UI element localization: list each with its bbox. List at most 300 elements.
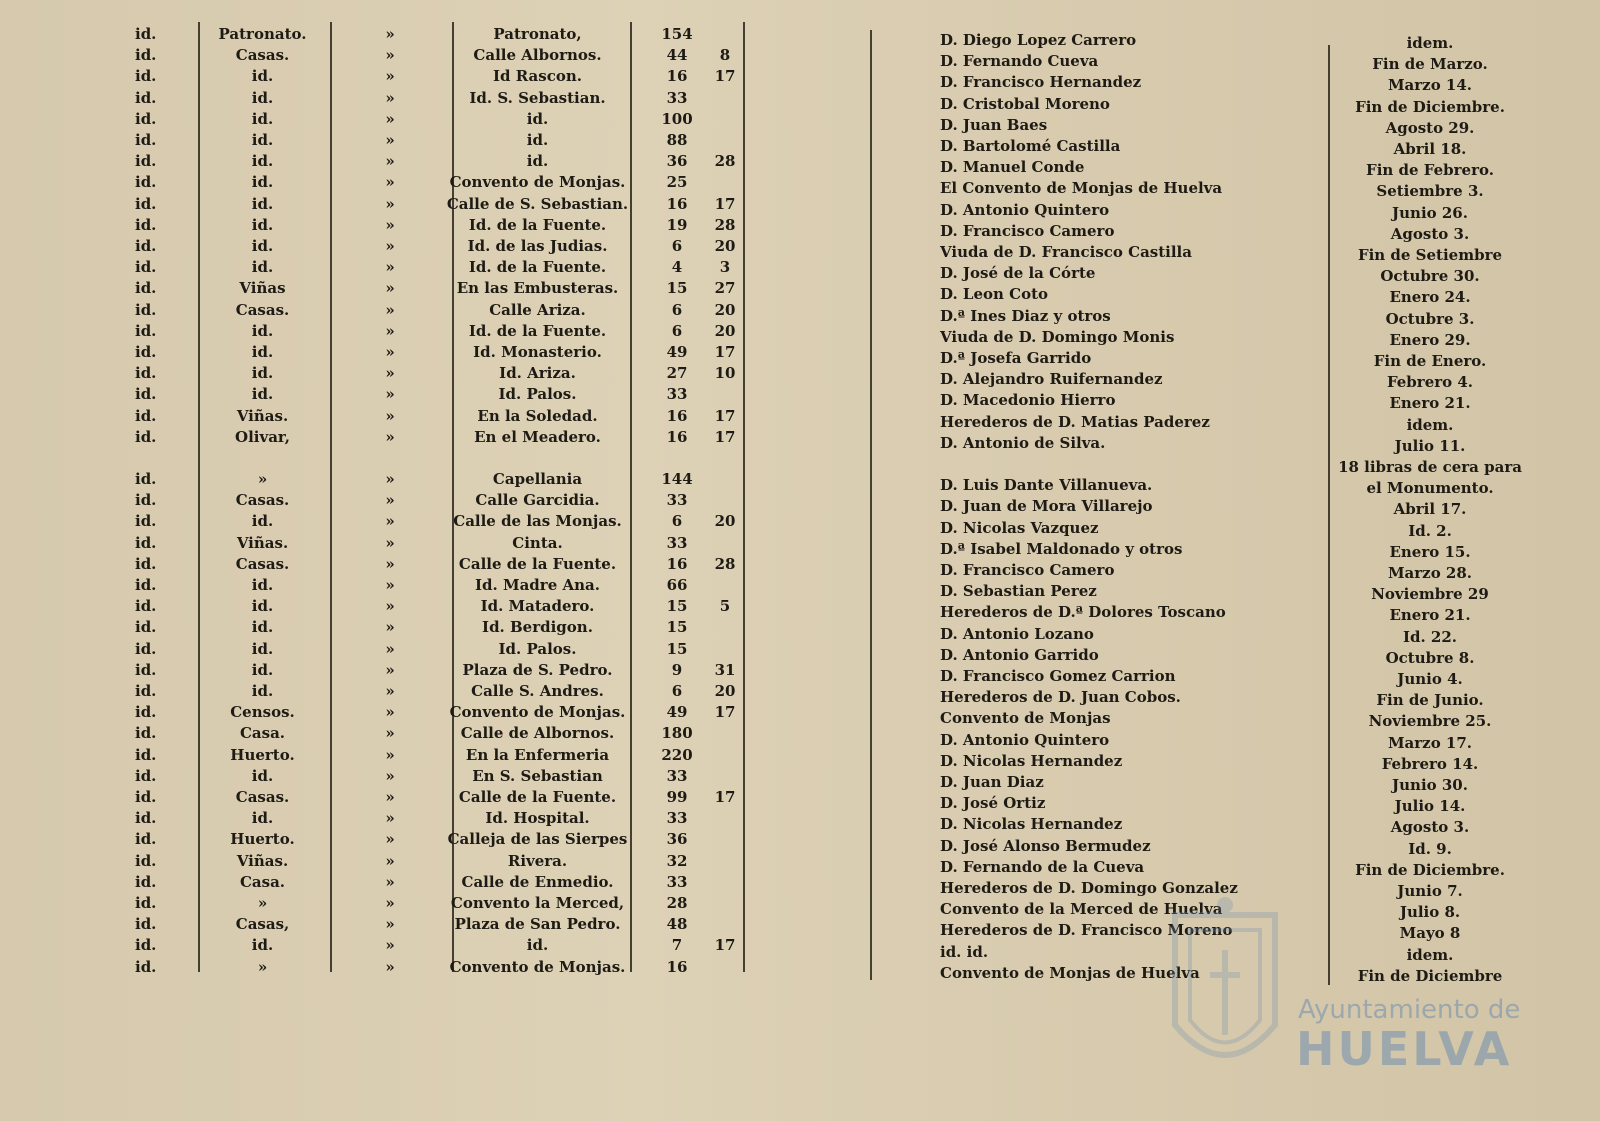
table-cell-c1: id.: [135, 809, 157, 828]
table-cell-c3: »: [385, 237, 395, 255]
table-cell-c1: id.: [135, 364, 157, 383]
table-cell-c3: »: [385, 385, 395, 404]
table-cell-c4: Calle de Albornos.: [460, 724, 615, 743]
table-cell-c6: 10: [714, 364, 736, 383]
table-cell-c1: id.: [135, 173, 157, 192]
due-date: Agosto 3.: [1390, 224, 1470, 243]
table-cell-c4: Plaza de S. Pedro.: [462, 660, 613, 679]
table-cell-c3: »: [385, 406, 395, 425]
table-cell-c2: id.: [251, 258, 274, 277]
table-cell-c2: id.: [251, 152, 274, 171]
table-cell-c1: id.: [135, 427, 157, 446]
table-cell-c3: »: [385, 343, 395, 361]
table-cell-c4: Convento de Monjas.: [449, 173, 626, 192]
table-cell-c5: 154: [661, 25, 693, 43]
due-date: Marzo 17.: [1387, 733, 1473, 752]
table-cell-c5: 16: [666, 406, 688, 425]
due-date: Enero 29.: [1389, 330, 1471, 349]
owner-name: D. Antonio Quintero: [940, 200, 1110, 219]
table-cell-c5: 15: [666, 639, 688, 658]
table-cell-c3: »: [385, 258, 395, 277]
owner-name: D. Juan Diaz: [940, 773, 1044, 791]
owner-name: D. Francisco Camero: [940, 561, 1115, 579]
table-cell-c1: id.: [135, 618, 157, 637]
table-cell-c1: id.: [135, 25, 157, 43]
table-cell-c4: Calle de las Monjas.: [453, 512, 622, 531]
owner-name: Viuda de D. Francisco Castilla: [940, 243, 1192, 261]
table-cell-c1: id.: [135, 894, 157, 912]
owner-name: D.ª Ines Diaz y otros: [940, 306, 1111, 325]
table-cell-c6: 20: [714, 682, 736, 700]
table-cell-c5: 6: [671, 321, 683, 340]
owner-name: D. Fernando de la Cueva: [940, 857, 1145, 876]
table-cell-c2: Censos.: [230, 703, 295, 722]
table-cell-c2: Casas,: [235, 915, 290, 934]
table-cell-c2: Casas.: [235, 46, 290, 65]
due-date: Abril 18.: [1393, 140, 1467, 158]
table-cell-c4: Calle de la Fuente.: [458, 554, 617, 573]
table-cell-c3: »: [385, 554, 395, 573]
table-cell-c4: Id. Palos.: [498, 385, 577, 404]
table-cell-c6: 17: [714, 788, 736, 806]
table-cell-c1: id.: [135, 830, 157, 849]
due-date: Marzo 14.: [1387, 76, 1473, 95]
table-cell-c5: 33: [666, 809, 688, 828]
table-cell-c5: 33: [666, 533, 688, 552]
table-cell-c4: Convento la Merced,: [450, 894, 625, 912]
table-cell-c1: id.: [135, 109, 157, 128]
table-cell-c2: Viñas.: [236, 533, 289, 552]
due-date: Marzo 28.: [1387, 564, 1473, 582]
table-cell-c5: 15: [666, 618, 688, 637]
table-cell-c3: »: [385, 872, 395, 891]
table-cell-c6: 8: [719, 46, 731, 65]
table-cell-c3: »: [385, 957, 395, 976]
table-cell-c3: »: [385, 152, 395, 171]
owner-name: id. id.: [940, 942, 989, 961]
due-date: Fin de Febrero.: [1366, 161, 1494, 180]
owner-name: D. Juan de Mora Villarejo: [940, 497, 1153, 516]
table-cell-c2: Casa.: [239, 872, 286, 891]
table-cell-c3: »: [385, 512, 395, 531]
due-date: Mayo 8: [1399, 924, 1461, 943]
owner-name: D. Antonio de Silva.: [940, 433, 1106, 452]
table-cell-c5: 100: [661, 109, 693, 128]
due-date: Octubre 8.: [1385, 648, 1475, 667]
table-cell-c5: 16: [666, 554, 688, 573]
table-cell-c5: 16: [666, 957, 688, 976]
table-cell-c4: Rivera.: [507, 851, 568, 870]
table-cell-c1: id.: [135, 576, 157, 594]
due-date: Enero 21.: [1389, 606, 1471, 625]
table-cell-c1: id.: [135, 215, 157, 234]
table-cell-c2: id.: [251, 364, 274, 383]
table-cell-c3: »: [385, 576, 395, 594]
table-cell-c1: id.: [135, 131, 157, 149]
table-cell-c1: id.: [135, 470, 157, 488]
table-cell-c2: id.: [251, 766, 274, 785]
due-date: Junio 26.: [1392, 203, 1468, 222]
table-cell-c4: Id. Madre Ana.: [475, 576, 600, 594]
table-cell-c3: »: [385, 215, 395, 234]
table-cell-c4: Calle Garcidia.: [475, 491, 600, 510]
watermark-text: HUELVA: [1296, 1022, 1513, 1076]
table-cell-c4: id.: [526, 936, 549, 955]
table-cell-c2: id.: [251, 67, 274, 86]
table-cell-c3: »: [385, 894, 395, 912]
table-cell-c3: »: [385, 618, 395, 637]
due-date: Fin de Enero.: [1373, 352, 1487, 370]
owner-name: D. Leon Coto: [940, 285, 1049, 304]
table-cell-c3: »: [385, 682, 395, 700]
table-cell-c2: Huerto.: [230, 745, 295, 764]
table-cell-c4: Id. de las Judias.: [467, 237, 608, 255]
table-cell-c4: Id. Matadero.: [480, 597, 595, 616]
table-cell-c5: 6: [671, 300, 683, 319]
table-cell-c2: id.: [251, 131, 274, 149]
table-cell-c3: »: [385, 427, 395, 446]
table-cell-c4: Id. de la Fuente.: [468, 215, 607, 234]
table-cell-c1: id.: [135, 660, 157, 679]
due-date: Octubre 30.: [1380, 267, 1480, 286]
table-cell-c4: id.: [526, 131, 549, 149]
table-cell-c2: Viñas: [239, 279, 286, 298]
owner-name: D. José Alonso Bermudez: [940, 836, 1151, 855]
table-cell-c4: Calle S. Andres.: [471, 682, 604, 700]
table-cell-c5: 6: [671, 237, 683, 255]
table-cell-c5: 32: [666, 851, 688, 870]
table-cell-c1: id.: [135, 872, 157, 891]
table-cell-c4: Id. Hospital.: [485, 809, 590, 828]
table-cell-c1: id.: [135, 533, 157, 552]
table-cell-c5: 144: [661, 470, 693, 488]
table-cell-c3: »: [385, 851, 395, 870]
table-cell-c1: id.: [135, 491, 157, 510]
table-cell-c5: 16: [666, 67, 688, 86]
table-cell-c3: »: [385, 46, 395, 65]
table-cell-c6: 17: [714, 427, 736, 446]
table-cell-c5: 49: [666, 703, 688, 722]
table-cell-c6: 17: [714, 67, 736, 86]
table-cell-c1: id.: [135, 279, 157, 298]
owner-name: D. Alejandro Ruifernandez: [940, 370, 1163, 389]
due-date: Julio 8.: [1399, 903, 1461, 922]
table-cell-c5: 6: [671, 512, 683, 531]
table-cell-c1: id.: [135, 788, 157, 806]
due-date: Octubre 3.: [1385, 309, 1475, 328]
owner-name: D. Antonio Quintero: [940, 730, 1110, 749]
table-cell-c1: id.: [135, 300, 157, 319]
table-cell-c2: Olivar,: [235, 427, 290, 446]
table-cell-c3: »: [385, 703, 395, 722]
table-cell-c3: »: [385, 109, 395, 128]
table-cell-c1: id.: [135, 258, 157, 277]
table-cell-c2: id.: [251, 343, 274, 361]
due-date: Fin de Setiembre: [1357, 246, 1503, 264]
owner-name: D. Bartolomé Castilla: [940, 137, 1121, 155]
table-cell-c5: 36: [666, 830, 688, 849]
due-date: Abril 17.: [1393, 500, 1467, 519]
table-cell-c5: 9: [671, 660, 683, 679]
due-date: Enero 15.: [1389, 542, 1471, 561]
table-cell-c2: id.: [251, 682, 274, 700]
table-cell-c2: id.: [251, 321, 274, 340]
table-cell-c3: »: [385, 936, 395, 955]
table-cell-c4: Calle de S. Sebastian.: [446, 194, 629, 213]
table-cell-c6: 3: [719, 258, 731, 277]
table-cell-c5: 16: [666, 194, 688, 213]
owner-name: D. Nicolas Vazquez: [940, 518, 1099, 537]
table-cell-c6: 20: [714, 512, 736, 531]
table-cell-c1: id.: [135, 682, 157, 700]
due-date: Fin de Junio.: [1376, 691, 1484, 710]
table-cell-c2: id.: [251, 639, 274, 658]
table-cell-c6: 20: [714, 321, 736, 340]
due-date: Agosto 3.: [1390, 818, 1470, 837]
table-cell-c4: Id. Ariza.: [499, 364, 576, 383]
table-cell-c2: »: [257, 894, 268, 912]
table-cell-c4: Id. S. Sebastian.: [469, 88, 606, 107]
table-cell-c5: 33: [666, 766, 688, 785]
table-cell-c2: Patronato.: [218, 25, 307, 43]
table-cell-c1: id.: [135, 152, 157, 171]
owner-name: D. Manuel Conde: [940, 158, 1085, 177]
due-date: Junio 30.: [1392, 776, 1468, 794]
table-cell-c4: Id Rascon.: [493, 67, 582, 86]
owner-name: Herederos de D. Francisco Moreno: [940, 921, 1233, 940]
owner-name: D. Juan Baes: [940, 115, 1048, 134]
table-cell-c1: id.: [135, 851, 157, 870]
due-date: Enero 24.: [1389, 288, 1471, 307]
table-cell-c2: id.: [251, 109, 274, 128]
due-date: Id. 22.: [1402, 627, 1458, 646]
table-cell-c3: »: [385, 830, 395, 849]
table-cell-c4: Plaza de San Pedro.: [454, 915, 621, 934]
due-date: idem.: [1406, 945, 1454, 964]
table-cell-c1: id.: [135, 321, 157, 340]
table-cell-c1: id.: [135, 406, 157, 425]
table-cell-c6: 28: [714, 554, 736, 573]
column-rule: [870, 30, 872, 980]
table-cell-c5: 6: [671, 682, 683, 700]
table-cell-c4: id.: [526, 109, 549, 128]
table-cell-c2: id.: [251, 194, 274, 213]
table-cell-c3: »: [385, 788, 395, 806]
owner-name: D. Francisco Hernandez: [940, 73, 1142, 92]
table-cell-c3: »: [385, 660, 395, 679]
table-cell-c6: 20: [714, 237, 736, 255]
table-cell-c2: Casa.: [239, 724, 286, 743]
table-cell-c3: »: [385, 131, 395, 149]
owner-name: D. Nicolas Hernandez: [940, 751, 1123, 770]
table-cell-c2: Huerto.: [230, 830, 295, 849]
table-cell-c1: id.: [135, 343, 157, 361]
due-date: el Monumento.: [1366, 479, 1494, 498]
owner-name: D. Sebastian Perez: [940, 582, 1097, 601]
table-cell-c3: »: [385, 173, 395, 192]
table-cell-c4: Calle Ariza.: [489, 300, 586, 319]
table-cell-c6: 28: [714, 215, 736, 234]
owner-name: D. Francisco Camero: [940, 221, 1115, 240]
table-cell-c5: 36: [666, 152, 688, 171]
due-date: Febrero 14.: [1381, 754, 1479, 773]
table-cell-c3: »: [385, 639, 395, 658]
table-cell-c1: id.: [135, 639, 157, 658]
table-cell-c4: Cinta.: [512, 533, 563, 552]
table-cell-c4: Calleja de las Sierpes: [447, 830, 628, 849]
owner-name: D. Macedonio Hierro: [940, 391, 1116, 410]
table-cell-c4: Id. de la Fuente.: [468, 321, 607, 340]
table-cell-c6: 17: [714, 194, 736, 213]
owner-name: D. Antonio Lozano: [940, 624, 1094, 643]
table-cell-c4: Convento de Monjas.: [449, 957, 626, 976]
table-cell-c4: En S. Sebastian: [472, 766, 603, 785]
table-cell-c2: id.: [251, 512, 274, 531]
table-cell-c5: 88: [666, 131, 688, 149]
table-cell-c5: 180: [661, 724, 693, 743]
table-cell-c4: Id. Berdigon.: [482, 618, 593, 637]
table-cell-c5: 19: [666, 215, 688, 234]
due-date: Noviembre 25.: [1368, 712, 1492, 731]
table-cell-c2: id.: [251, 576, 274, 594]
table-cell-c4: Id. Monasterio.: [473, 343, 602, 361]
owner-name: D. Francisco Gomez Carrion: [940, 667, 1176, 685]
table-cell-c4: Patronato,: [493, 25, 582, 43]
table-cell-c1: id.: [135, 512, 157, 531]
table-cell-c1: id.: [135, 724, 157, 743]
table-cell-c5: 33: [666, 88, 688, 107]
table-cell-c6: 17: [714, 703, 736, 722]
owner-name: Herederos de D. Domingo Gonzalez: [940, 879, 1238, 897]
owner-name: D. José de la Córte: [940, 264, 1096, 283]
due-date: Fin de Diciembre.: [1355, 97, 1505, 116]
due-date: idem.: [1406, 415, 1454, 434]
table-cell-c2: Casas.: [235, 300, 290, 319]
table-cell-c3: »: [385, 67, 395, 86]
table-cell-c5: 33: [666, 385, 688, 404]
due-date: Id. 2.: [1408, 521, 1452, 540]
table-cell-c2: id.: [251, 173, 274, 192]
table-cell-c2: Casas.: [235, 491, 290, 510]
table-cell-c2: id.: [251, 88, 274, 107]
owner-name: Herederos de D. Juan Cobos.: [940, 688, 1181, 707]
table-cell-c6: 5: [719, 597, 731, 616]
table-cell-c4: En las Embusteras.: [456, 279, 619, 298]
table-cell-c5: 99: [666, 788, 688, 806]
table-cell-c3: »: [385, 25, 395, 43]
table-cell-c4: Id. de la Fuente.: [468, 258, 607, 277]
owner-name: D. Diego Lopez Carrero: [940, 31, 1137, 49]
table-cell-c3: »: [385, 597, 395, 616]
table-cell-c4: Calle de la Fuente.: [458, 788, 617, 806]
table-cell-c3: »: [385, 88, 395, 107]
table-cell-c3: »: [385, 745, 395, 764]
due-date: idem.: [1406, 34, 1454, 52]
table-cell-c5: 15: [666, 279, 688, 298]
table-cell-c6: 17: [714, 406, 736, 425]
table-cell-c6: 27: [714, 279, 736, 298]
watermark-text: Ayuntamiento de: [1298, 995, 1521, 1025]
owner-name: D. Luis Dante Villanueva.: [940, 476, 1153, 495]
owner-name: Convento de Monjas: [940, 709, 1111, 728]
table-cell-c2: id.: [251, 237, 274, 255]
table-cell-c1: id.: [135, 194, 157, 213]
table-cell-c6: 17: [714, 936, 736, 955]
owner-name: D. Cristobal Moreno: [940, 94, 1110, 113]
due-date: 18 libras de cera para: [1338, 458, 1522, 476]
owner-name: D.ª Isabel Maldonado y otros: [940, 539, 1183, 558]
table-cell-c2: id.: [251, 385, 274, 404]
table-cell-c3: »: [385, 321, 395, 340]
table-cell-c5: 33: [666, 872, 688, 891]
owner-name: D. Fernando Cueva: [940, 52, 1099, 71]
due-date: Junio 4.: [1397, 670, 1463, 688]
table-cell-c3: »: [385, 766, 395, 785]
table-cell-c4: Capellania: [492, 470, 583, 488]
table-cell-c2: Casas.: [235, 554, 290, 573]
column-rule: [630, 22, 632, 972]
table-cell-c2: Viñas.: [236, 851, 289, 870]
due-date: Setiembre 3.: [1376, 182, 1484, 201]
column-rule: [330, 22, 332, 972]
owner-name: Convento de Monjas de Huelva: [940, 963, 1200, 982]
due-date: Fin de Diciembre.: [1355, 860, 1505, 879]
table-cell-c3: »: [385, 279, 395, 298]
table-cell-c2: »: [257, 470, 268, 488]
due-date: Noviembre 29: [1371, 585, 1489, 604]
table-cell-c2: Casas.: [235, 788, 290, 806]
table-cell-c2: id.: [251, 618, 274, 637]
table-cell-c5: 48: [666, 915, 688, 934]
table-cell-c1: id.: [135, 957, 157, 976]
table-cell-c5: 27: [666, 364, 688, 383]
table-cell-c3: »: [385, 809, 395, 828]
due-date: Fin de Diciembre: [1357, 966, 1503, 985]
table-cell-c6: 17: [714, 343, 736, 361]
table-cell-c5: 4: [671, 258, 683, 277]
due-date: Agosto 29.: [1385, 118, 1475, 137]
table-cell-c3: »: [385, 533, 395, 552]
table-cell-c2: id.: [251, 597, 274, 616]
table-cell-c2: id.: [251, 936, 274, 955]
table-cell-c5: 7: [671, 936, 683, 955]
owner-name: Herederos de D. Matias Paderez: [940, 412, 1210, 431]
due-date: Fin de Marzo.: [1372, 55, 1488, 74]
owner-name: Viuda de D. Domingo Monis: [940, 327, 1175, 346]
table-cell-c5: 220: [661, 745, 693, 764]
table-cell-c4: En el Meadero.: [474, 427, 601, 446]
due-date: Enero 21.: [1389, 394, 1471, 413]
table-cell-c3: »: [385, 364, 395, 383]
table-cell-c4: Calle de Enmedio.: [461, 872, 614, 891]
table-cell-c2: id.: [251, 660, 274, 679]
table-cell-c3: »: [385, 491, 395, 510]
owner-name: Herederos de D.ª Dolores Toscano: [940, 603, 1226, 622]
due-date: Julio 11.: [1394, 436, 1466, 455]
table-cell-c4: Id. Palos.: [498, 639, 577, 658]
table-cell-c3: »: [385, 300, 395, 319]
owner-name: D. Nicolas Hernandez: [940, 815, 1123, 834]
table-cell-c1: id.: [135, 936, 157, 955]
table-cell-c4: id.: [526, 152, 549, 171]
table-cell-c5: 49: [666, 343, 688, 361]
due-date: Id. 9.: [1408, 839, 1452, 858]
table-cell-c2: id.: [251, 809, 274, 828]
table-cell-c1: id.: [135, 703, 157, 722]
table-cell-c4: En la Soledad.: [477, 406, 598, 425]
owner-name: D. José Ortiz: [940, 794, 1046, 813]
table-cell-c4: Calle Albornos.: [473, 46, 602, 65]
